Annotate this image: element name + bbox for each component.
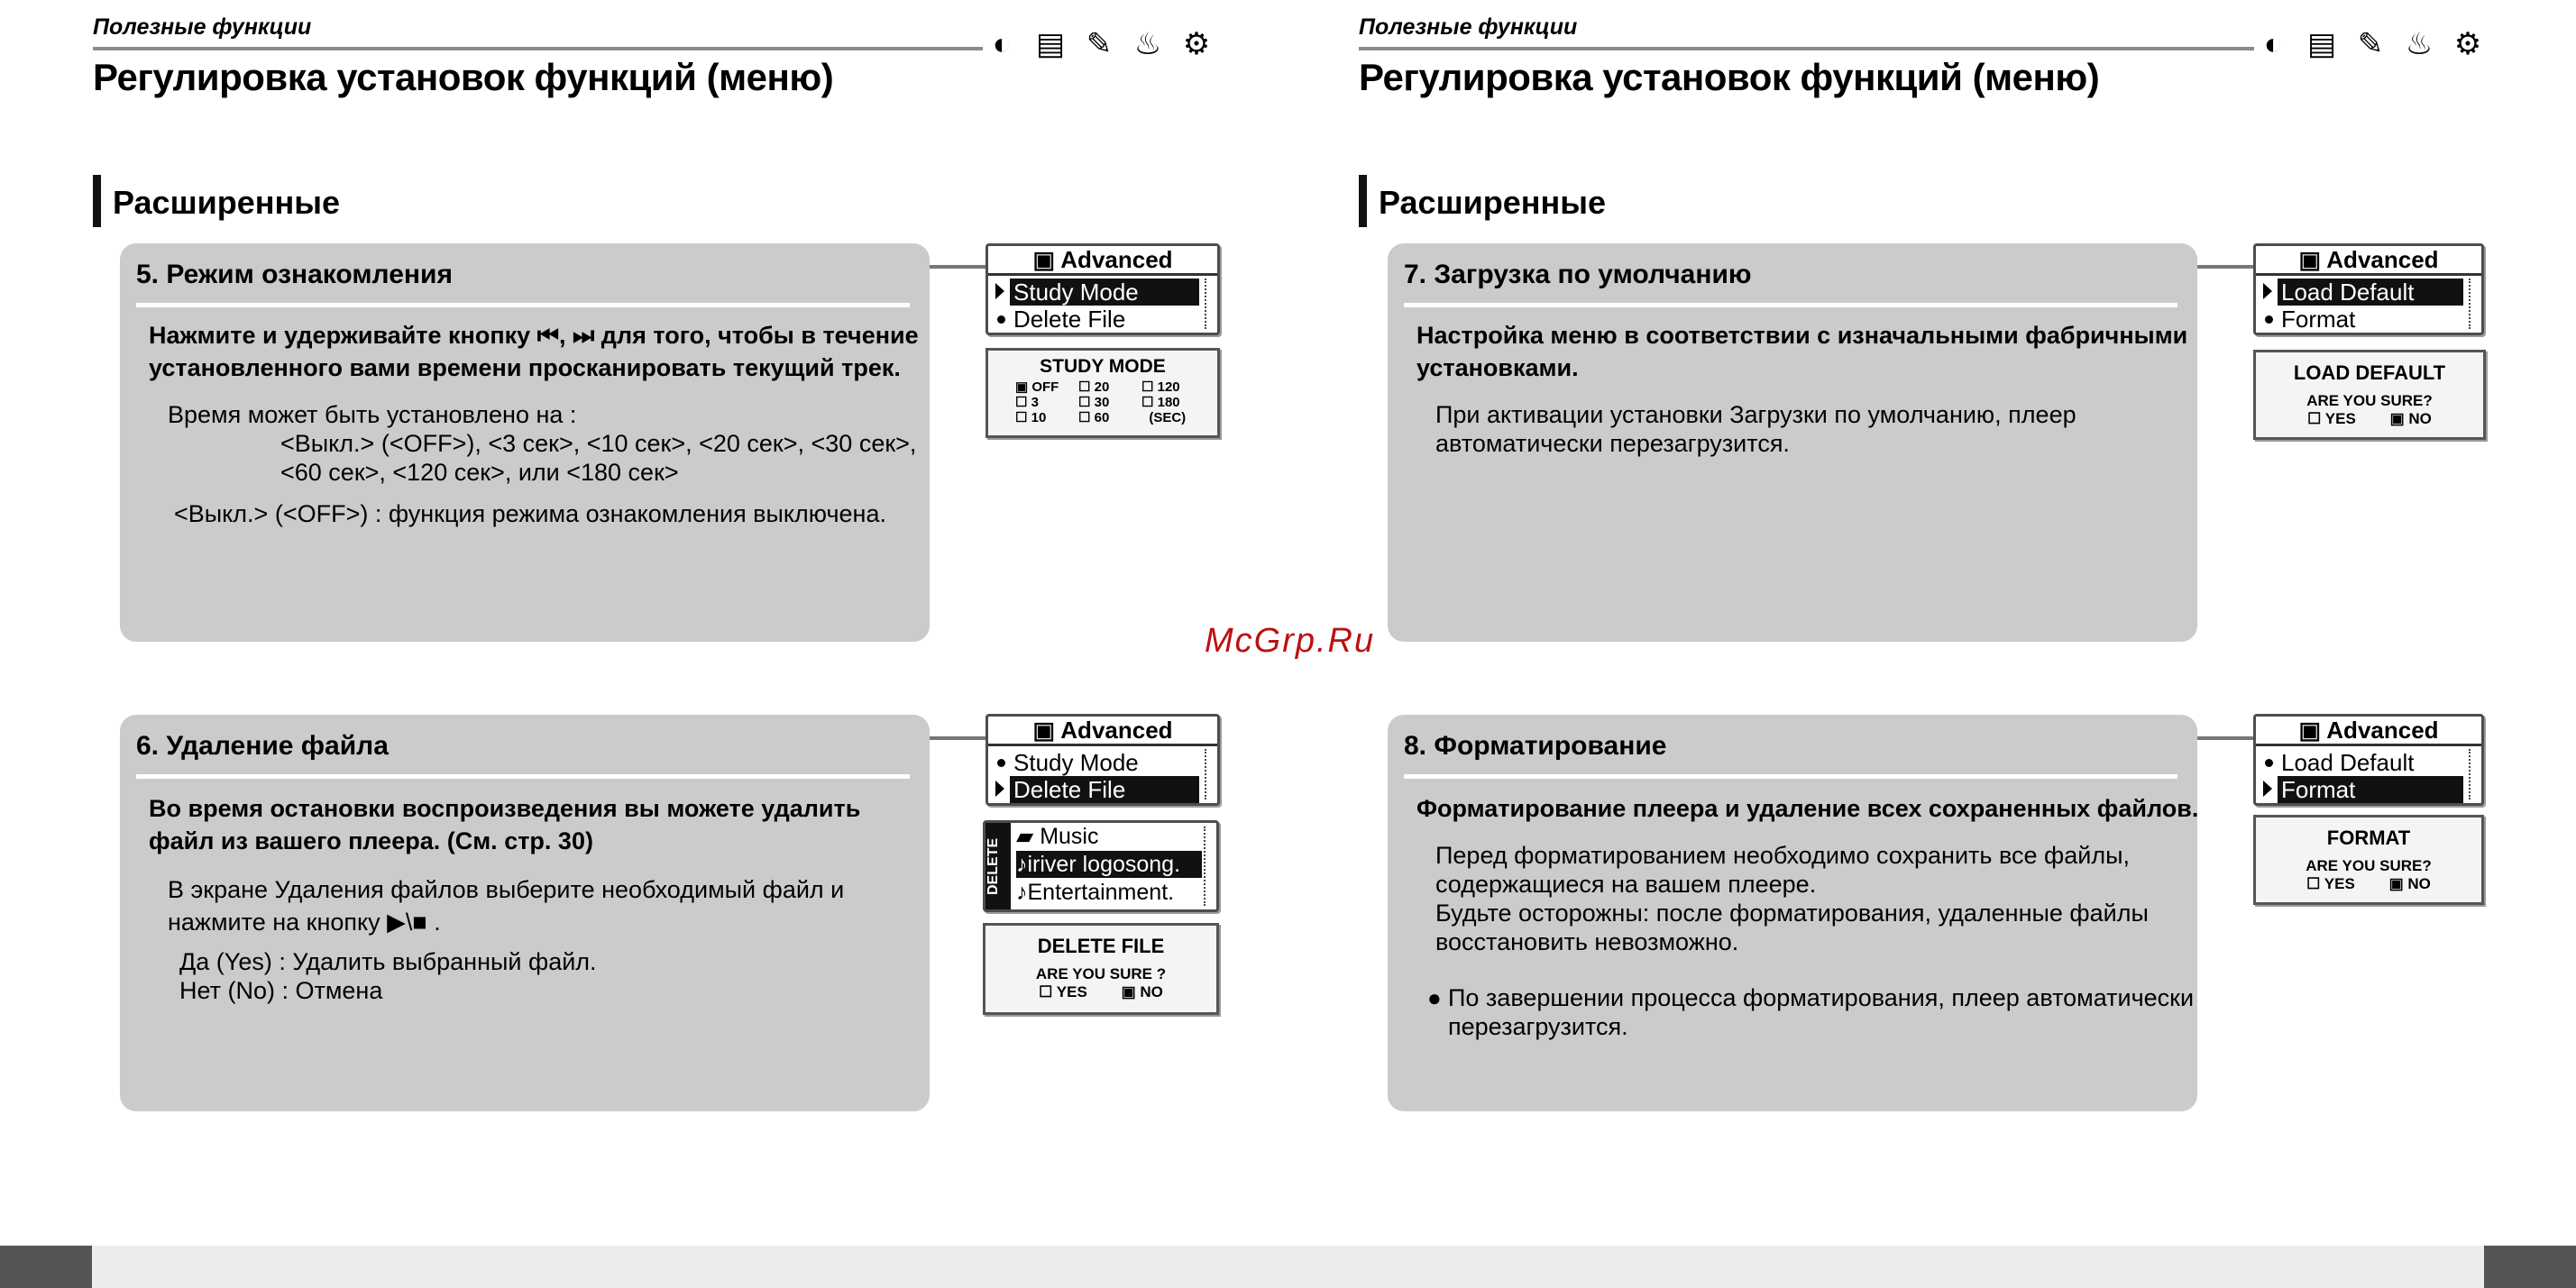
- text-line: Будьте осторожны: после форматирования, удаленные файлы: [1435, 900, 2149, 927]
- scrollbar: [2469, 279, 2478, 329]
- text-line: автоматически перезагрузится.: [1435, 430, 1790, 457]
- yes-checkbox: ☐ YES: [2306, 875, 2355, 892]
- notepad-icon: ▤: [1031, 25, 1069, 63]
- bold-line: Форматирование плеера и удаление всех сохраненных файлов.: [1416, 795, 2199, 822]
- yes-checkbox: ☐ YES: [2307, 410, 2356, 427]
- text-line: содержащиеся на вашем плеере.: [1435, 871, 1817, 898]
- dialog-title: LOAD DEFAULT: [2293, 361, 2446, 384]
- right-page: [1266, 0, 2553, 1288]
- menu-item-selected: Format: [2278, 776, 2463, 803]
- yes-checkbox: ☐ YES: [1039, 983, 1087, 1000]
- bullet-icon: ●: [1427, 984, 1442, 1011]
- lcd-menu: [985, 714, 1220, 806]
- text-line: Нет (No) : Отмена: [179, 977, 383, 1004]
- feature-icons: [983, 25, 1215, 63]
- bold-line: установленного вами времени просканировать текущий трек.: [149, 354, 901, 381]
- option-grid: [1015, 379, 1217, 425]
- satellite-icon: ♨: [1129, 25, 1167, 63]
- cube-icon: ▣: [1032, 246, 1061, 273]
- option-sec: (SEC): [1149, 410, 1187, 425]
- dialog-title: DELETE FILE: [1037, 935, 1165, 957]
- card-study-mode: [120, 243, 930, 642]
- gear-icon: ⚙: [1178, 25, 1215, 63]
- subheading-bar: [93, 175, 101, 227]
- pen-icon: ✎: [2351, 25, 2389, 63]
- lcd-header: ▣ Advanced: [2256, 717, 2481, 746]
- no-checkbox: ▣ NO: [1121, 983, 1163, 1000]
- satellite-icon: ♨: [2400, 25, 2438, 63]
- menu-item: Format: [2281, 306, 2356, 333]
- gear-icon: ⚙: [2449, 25, 2487, 63]
- header-rule: [1359, 47, 2260, 50]
- study-mode-dialog: [985, 348, 1220, 438]
- lcd-header: ▣ Advanced: [988, 246, 1217, 276]
- text-line: <Выкл.> (<OFF>), <3 сек>, <10 сек>, <20 сек>, <30 сек>,: [280, 430, 917, 457]
- menu-item: Load Default: [2281, 749, 2415, 776]
- header-rule: [93, 47, 985, 50]
- no-checkbox: ▣ NO: [2388, 875, 2431, 892]
- sound-icon: ◐: [983, 25, 1021, 63]
- dialog-options: [985, 983, 1216, 1001]
- file-list-lcd: [983, 820, 1219, 912]
- text-line: восстановить невозможно.: [1435, 928, 1739, 955]
- scrollbar: [1204, 827, 1213, 906]
- folder-icon: ▰: [1016, 824, 1034, 849]
- delete-dialog: [983, 923, 1219, 1015]
- no-checkbox: ▣ NO: [2389, 410, 2432, 427]
- text-line: По завершении процесса форматирования, плеер автоматически: [1448, 984, 2195, 1011]
- file-item-selected: ♪iriver logosong.: [1016, 851, 1202, 878]
- card-heading: 7. Загрузка по умолчанию: [1404, 260, 1752, 289]
- text-line: В экране Удаления файлов выберите необходимый файл и: [168, 876, 845, 903]
- card-format: [1388, 715, 2197, 1111]
- text-line: перезагрузится.: [1448, 1013, 1628, 1040]
- menu-item-selected: Load Default: [2278, 279, 2463, 306]
- format-dialog: [2253, 815, 2484, 905]
- card-heading: 8. Форматирование: [1404, 731, 1667, 761]
- pen-icon: ✎: [1080, 25, 1118, 63]
- section-label: Полезные функции: [1359, 14, 1578, 40]
- option-30: ☐ 30: [1078, 395, 1110, 410]
- footer-tab-left: [0, 1246, 92, 1288]
- card-rule: [136, 774, 910, 779]
- cube-icon: ▣: [2298, 717, 2327, 744]
- option-3: ☐ 3: [1015, 395, 1039, 410]
- connector-line: [930, 265, 985, 269]
- arrow-icon: [2263, 283, 2272, 299]
- text-line: Да (Yes) : Удалить выбранный файл.: [179, 948, 597, 975]
- connector-line: [2197, 265, 2253, 269]
- text-line: нажмите на кнопку ▶\■ .: [168, 909, 441, 936]
- scrollbar: [1205, 279, 1214, 329]
- bold-line: Во время остановки воспроизведения вы можете удалить: [149, 795, 861, 822]
- load-default-dialog: [2253, 350, 2486, 440]
- cube-icon: ▣: [2298, 246, 2327, 273]
- dialog-options: [2256, 410, 2483, 428]
- option-20: ☐ 20: [1078, 379, 1110, 395]
- feature-icons: [2254, 25, 2487, 63]
- option-180: ☐ 180: [1141, 395, 1180, 410]
- subheading-bar: [1359, 175, 1367, 227]
- option-off: ▣ OFF: [1015, 379, 1059, 395]
- footer-tab-right: [2484, 1246, 2576, 1288]
- subheading: Расширенные: [1379, 184, 1606, 221]
- option-120: ☐ 120: [1141, 379, 1180, 395]
- card-rule: [1404, 774, 2177, 779]
- subheading: Расширенные: [113, 184, 340, 221]
- menu-item-selected: Delete File: [1010, 776, 1199, 803]
- text-line: Время может быть установлено на :: [168, 401, 577, 428]
- file-item: ♪Entertainment.: [1016, 880, 1175, 905]
- arrow-icon: [995, 781, 1004, 797]
- option-10: ☐ 10: [1015, 410, 1047, 425]
- text-line: <Выкл.> (<OFF>) : функция режима ознакомления выключена.: [174, 500, 886, 527]
- delete-side-label: DELETE: [985, 823, 1011, 909]
- card-rule: [1404, 303, 2177, 307]
- sound-icon: ◐: [2254, 25, 2292, 63]
- dialog-question: ARE YOU SURE?: [2306, 857, 2432, 874]
- lcd-menu: [2253, 243, 2484, 335]
- arrow-icon: [2263, 781, 2272, 797]
- cube-icon: ▣: [1032, 717, 1061, 744]
- option-60: ☐ 60: [1078, 410, 1110, 425]
- text-line: При активации установки Загрузки по умолчанию, плеер: [1435, 401, 2076, 428]
- menu-item-selected: Study Mode: [1010, 279, 1199, 306]
- card-heading: 5. Режим ознакомления: [136, 260, 453, 289]
- dialog-question: ARE YOU SURE?: [2306, 392, 2433, 409]
- notepad-icon: ▤: [2303, 25, 2341, 63]
- dialog-options: [2256, 875, 2481, 893]
- bold-line: файл из вашего плеера. (См. стр. 30): [149, 827, 593, 854]
- arrow-icon: [995, 283, 1004, 299]
- bold-line: Настройка меню в соответствии с изначальными фабричными: [1416, 322, 2188, 349]
- footer-band: [0, 1246, 2576, 1288]
- lcd-menu: [985, 243, 1220, 335]
- lcd-header: ▣ Advanced: [2256, 246, 2481, 276]
- menu-item: Delete File: [1013, 306, 1126, 333]
- connector-line: [930, 736, 985, 740]
- scrollbar: [2469, 749, 2478, 799]
- card-heading: 6. Удаление файла: [136, 731, 389, 761]
- file-item: ▰ Music: [1016, 824, 1099, 849]
- watermark: McGrp.Ru: [1205, 622, 1376, 660]
- dialog-title: FORMAT: [2326, 827, 2411, 849]
- bold-line: установками.: [1416, 354, 1579, 381]
- page-title: Регулировка установок функций (меню): [93, 56, 834, 98]
- card-rule: [136, 303, 910, 307]
- card-delete-file: [120, 715, 930, 1111]
- music-file-icon: ♪: [1016, 880, 1028, 905]
- text-line: Перед форматированием необходимо сохранить все файлы,: [1435, 842, 2131, 869]
- dialog-title: STUDY MODE: [1040, 356, 1166, 377]
- text-line: <60 сек>, <120 сек>, или <180 сек>: [280, 459, 679, 486]
- card-load-default: [1388, 243, 2197, 642]
- dialog-question: ARE YOU SURE ?: [1035, 965, 1167, 982]
- bold-line: Нажмите и удерживайте кнопку ⏮, ⏭ для того, чтобы в течение: [149, 322, 919, 349]
- connector-line: [2197, 736, 2253, 740]
- section-label: Полезные функции: [93, 14, 312, 40]
- menu-item: Study Mode: [1013, 749, 1139, 776]
- lcd-header: ▣ Advanced: [988, 717, 1217, 746]
- scrollbar: [1205, 749, 1214, 799]
- page-title: Регулировка установок функций (меню): [1359, 56, 2100, 98]
- music-file-icon: ♪: [1016, 852, 1028, 877]
- lcd-menu: [2253, 714, 2484, 806]
